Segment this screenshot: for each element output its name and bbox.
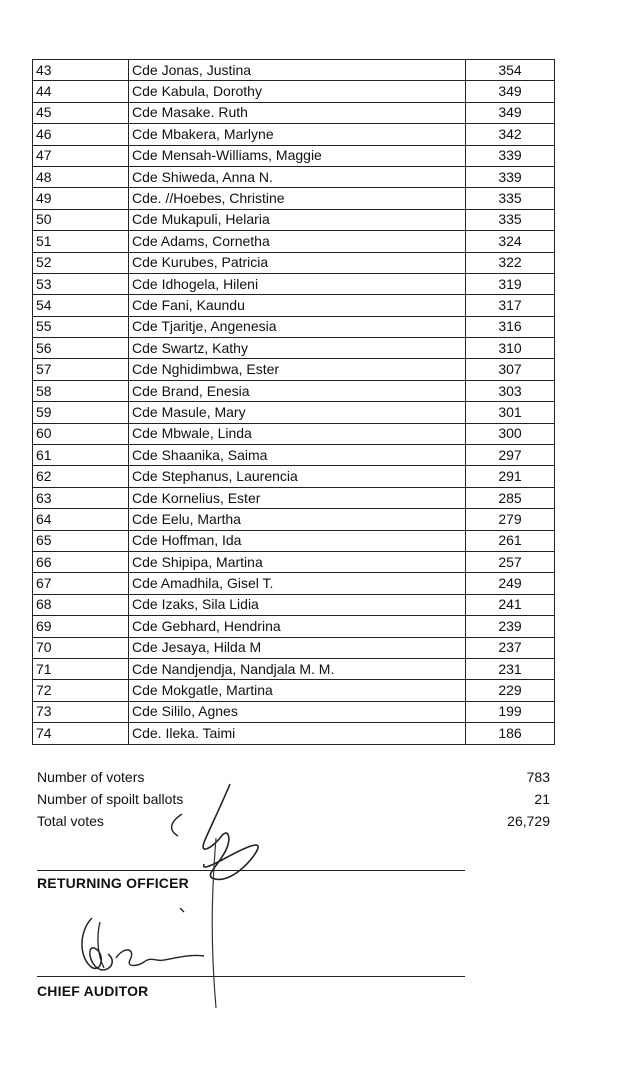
votes-cell: 229: [466, 680, 555, 701]
row-number-cell: 74: [33, 723, 129, 744]
candidate-name-cell: Cde Mokgatle, Martina: [129, 680, 466, 701]
table-row: [33, 701, 555, 722]
candidate-name-cell: Cde Stephanus, Laurencia: [129, 466, 466, 487]
row-number-cell: 68: [33, 594, 129, 615]
votes-cell: 310: [466, 338, 555, 359]
votes-cell: 303: [466, 380, 555, 401]
row-number-cell: 47: [33, 145, 129, 166]
table-row: [33, 295, 555, 316]
spoilt-value: 21: [534, 791, 550, 807]
total-row: [37, 810, 550, 832]
table-row: [33, 551, 555, 572]
candidate-name-cell: Cde Jesaya, Hilda M: [129, 637, 466, 658]
votes-cell: 307: [466, 359, 555, 380]
votes-cell: 285: [466, 487, 555, 508]
candidate-name-cell: Cde. //Hoebes, Christine: [129, 188, 466, 209]
votes-cell: 322: [466, 252, 555, 273]
row-number-cell: 70: [33, 637, 129, 658]
spoilt-label: Number of spoilt ballots: [37, 791, 184, 807]
table-row: [33, 594, 555, 615]
votes-cell: 291: [466, 466, 555, 487]
table-row: [33, 166, 555, 187]
candidate-name-cell: Cde Sililo, Agnes: [129, 701, 466, 722]
spoilt-row: [37, 788, 550, 810]
votes-cell: 317: [466, 295, 555, 316]
table-row: [33, 209, 555, 230]
table-row: [33, 509, 555, 530]
row-number-cell: 44: [33, 81, 129, 102]
candidate-name-cell: Cde Eelu, Martha: [129, 509, 466, 530]
row-number-cell: 48: [33, 166, 129, 187]
votes-cell: 319: [466, 273, 555, 294]
votes-cell: 186: [466, 723, 555, 744]
returning-officer-signature-line: [37, 870, 465, 871]
candidate-name-cell: Cde Fani, Kaundu: [129, 295, 466, 316]
votes-cell: 249: [466, 573, 555, 594]
votes-cell: 339: [466, 166, 555, 187]
candidate-name-cell: Cde Kornelius, Ester: [129, 487, 466, 508]
row-number-cell: 65: [33, 530, 129, 551]
row-number-cell: 51: [33, 231, 129, 252]
votes-cell: 335: [466, 188, 555, 209]
votes-cell: 241: [466, 594, 555, 615]
results-table-body: [33, 60, 555, 745]
candidate-name-cell: Cde Swartz, Kathy: [129, 338, 466, 359]
row-number-cell: 59: [33, 402, 129, 423]
table-row: [33, 616, 555, 637]
total-label: Total votes: [37, 813, 104, 829]
votes-cell: 199: [466, 701, 555, 722]
voters-label: Number of voters: [37, 769, 145, 785]
row-number-cell: 57: [33, 359, 129, 380]
votes-cell: 231: [466, 658, 555, 679]
row-number-cell: 58: [33, 380, 129, 401]
candidate-name-cell: Cde Mukapuli, Helaria: [129, 209, 466, 230]
row-number-cell: 46: [33, 124, 129, 145]
votes-cell: 349: [466, 102, 555, 123]
table-row: [33, 145, 555, 166]
row-number-cell: 53: [33, 273, 129, 294]
table-row: [33, 445, 555, 466]
table-row: [33, 680, 555, 701]
table-row: [33, 423, 555, 444]
votes-cell: 237: [466, 637, 555, 658]
row-number-cell: 56: [33, 338, 129, 359]
candidate-name-cell: Cde Hoffman, Ida: [129, 530, 466, 551]
candidate-name-cell: Cde Idhogela, Hileni: [129, 273, 466, 294]
row-number-cell: 60: [33, 423, 129, 444]
candidate-name-cell: Cde Masule, Mary: [129, 402, 466, 423]
table-row: [33, 81, 555, 102]
votes-cell: 316: [466, 316, 555, 337]
row-number-cell: 71: [33, 658, 129, 679]
candidate-name-cell: Cde Shaanika, Saima: [129, 445, 466, 466]
candidate-name-cell: Cde Kabula, Dorothy: [129, 81, 466, 102]
votes-cell: 349: [466, 81, 555, 102]
candidate-name-cell: Cde Tjaritje, Angenesia: [129, 316, 466, 337]
table-row: [33, 466, 555, 487]
candidate-name-cell: Cde Jonas, Justina: [129, 60, 466, 81]
candidate-name-cell: Cde Mbwale, Linda: [129, 423, 466, 444]
row-number-cell: 63: [33, 487, 129, 508]
votes-cell: 324: [466, 231, 555, 252]
votes-cell: 257: [466, 551, 555, 572]
table-row: [33, 252, 555, 273]
candidate-name-cell: Cde Nandjendja, Nandjala M. M.: [129, 658, 466, 679]
results-table: [32, 59, 555, 745]
chief-auditor-label: CHIEF AUDITOR: [37, 983, 149, 999]
candidate-name-cell: Cde Shipipa, Martina: [129, 551, 466, 572]
table-row: [33, 530, 555, 551]
row-number-cell: 49: [33, 188, 129, 209]
table-row: [33, 338, 555, 359]
table-row: [33, 380, 555, 401]
table-row: [33, 316, 555, 337]
row-number-cell: 62: [33, 466, 129, 487]
table-row: [33, 273, 555, 294]
row-number-cell: 66: [33, 551, 129, 572]
table-row: [33, 60, 555, 81]
returning-officer-label: RETURNING OFFICER: [37, 875, 189, 891]
table-row: [33, 573, 555, 594]
votes-cell: 339: [466, 145, 555, 166]
candidate-name-cell: Cde Izaks, Sila Lidia: [129, 594, 466, 615]
chief-auditor-signature: [72, 908, 212, 978]
table-row: [33, 402, 555, 423]
candidate-name-cell: Cde Kurubes, Patricia: [129, 252, 466, 273]
row-number-cell: 45: [33, 102, 129, 123]
row-number-cell: 67: [33, 573, 129, 594]
chief-auditor-signature-line: [37, 976, 465, 977]
row-number-cell: 72: [33, 680, 129, 701]
votes-cell: 342: [466, 124, 555, 145]
table-row: [33, 637, 555, 658]
row-number-cell: 73: [33, 701, 129, 722]
row-number-cell: 55: [33, 316, 129, 337]
row-number-cell: 50: [33, 209, 129, 230]
candidate-name-cell: Cde Mensah-Williams, Maggie: [129, 145, 466, 166]
votes-cell: 239: [466, 616, 555, 637]
voters-value: 783: [526, 769, 550, 785]
table-row: [33, 188, 555, 209]
candidate-name-cell: Cde. Ileka. Taimi: [129, 723, 466, 744]
candidate-name-cell: Cde Amadhila, Gisel T.: [129, 573, 466, 594]
votes-cell: 354: [466, 60, 555, 81]
table-row: [33, 359, 555, 380]
row-number-cell: 69: [33, 616, 129, 637]
row-number-cell: 64: [33, 509, 129, 530]
row-number-cell: 43: [33, 60, 129, 81]
row-number-cell: 61: [33, 445, 129, 466]
votes-cell: 297: [466, 445, 555, 466]
candidate-name-cell: Cde Adams, Cornetha: [129, 231, 466, 252]
votes-cell: 335: [466, 209, 555, 230]
candidate-name-cell: Cde Brand, Enesia: [129, 380, 466, 401]
candidate-name-cell: Cde Shiweda, Anna N.: [129, 166, 466, 187]
table-row: [33, 102, 555, 123]
row-number-cell: 52: [33, 252, 129, 273]
votes-cell: 261: [466, 530, 555, 551]
table-row: [33, 231, 555, 252]
votes-cell: 279: [466, 509, 555, 530]
candidate-name-cell: Cde Nghidimbwa, Ester: [129, 359, 466, 380]
candidate-name-cell: Cde Masake. Ruth: [129, 102, 466, 123]
summary-block: [37, 766, 550, 832]
row-number-cell: 54: [33, 295, 129, 316]
table-row: [33, 487, 555, 508]
votes-cell: 300: [466, 423, 555, 444]
voters-row: [37, 766, 550, 788]
table-row: [33, 723, 555, 744]
table-row: [33, 124, 555, 145]
votes-cell: 301: [466, 402, 555, 423]
total-value: 26,729: [507, 813, 550, 829]
table-row: [33, 658, 555, 679]
candidate-name-cell: Cde Gebhard, Hendrina: [129, 616, 466, 637]
candidate-name-cell: Cde Mbakera, Marlyne: [129, 124, 466, 145]
